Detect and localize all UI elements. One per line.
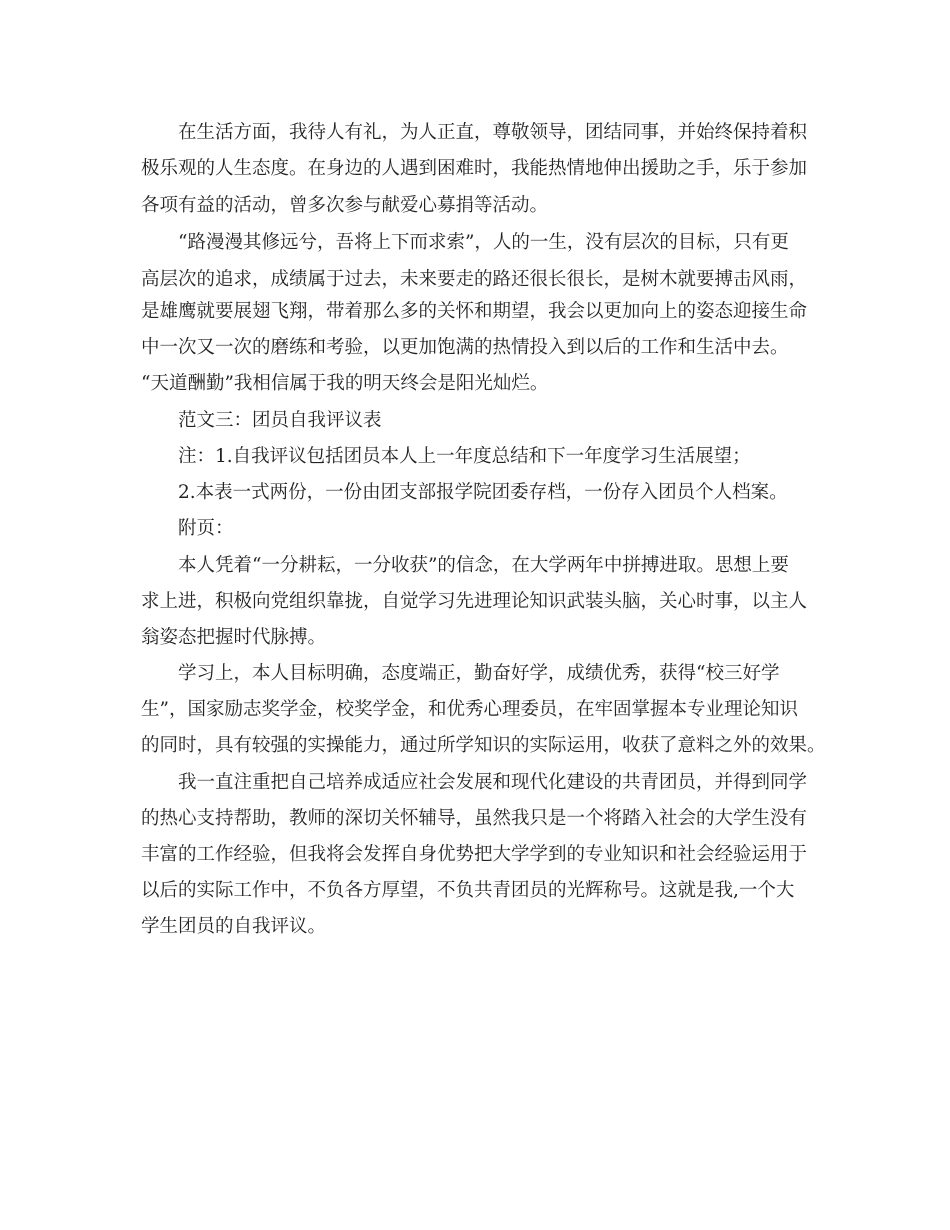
text-line: 学习上，本人目标明确，态度端正，勤奋好学，成绩优秀，获得“校三好学 [141, 663, 780, 684]
section-heading: 范文三：团员自我评议表 [141, 410, 382, 431]
note-line: 注：1.自我评议包括团员本人上一年度总结和下一年度学习生活展望； [141, 446, 751, 467]
note-line: 2.本表一式两份，一份由团支部报学院团委存档，一份存入团员个人档案。 [141, 482, 788, 503]
text-line: 求上进，积极向党组织靠拢，自觉学习先进理论知识武装头脑，关心时事，以主人 [141, 591, 808, 612]
text-line: 是雄鹰就要展翅飞翔，带着那么多的关怀和期望，我会以更加向上的姿态迎接生命 [141, 301, 808, 322]
text-line: 的热心支持帮助，教师的深切关怀辅导，虽然我只是一个将踏入社会的大学生没有 [141, 808, 808, 829]
text-line: 我一直注重把自己培养成适应社会发展和现代化建设的共青团员，并得到同学 [141, 772, 808, 793]
text-line: 本人凭着“一分耕耘，一分收获”的信念，在大学两年中拼搏进取。思想上要 [141, 555, 789, 576]
text-line: 极乐观的人生态度。在身边的人遇到困难时，我能热情地伸出援助之手，乐于参加 [141, 158, 808, 179]
text-line: “路漫漫其修远兮，吾将上下而求索”，人的一生，没有层次的目标，只有更 [141, 232, 789, 253]
text-line: 丰富的工作经验，但我将会发挥自身优势把大学学到的专业知识和社会经验运用于 [141, 844, 808, 865]
text-line: 高层次的追求，成绩属于过去，未来要走的路还很长很长，是树木就要搏击风雨， [141, 269, 808, 290]
text-line: 各项有益的活动，曾多次参与献爱心募捐等活动。 [141, 195, 549, 216]
text-line: 学生团员的自我评议。 [141, 916, 327, 937]
text-line: “天道酬勤”我相信属于我的明天终会是阳光灿烂。 [141, 373, 549, 394]
text-line: 中一次又一次的磨练和考验，以更加饱满的热情投入到以后的工作和生活中去。 [141, 337, 789, 358]
text-line: 的同时，具有较强的实操能力，通过所学知识的实际运用，收获了意料之外的效果。 [141, 735, 826, 756]
text-line: 以后的实际工作中，不负各方厚望，不负共青团员的光辉称号。这就是我,一个大 [141, 880, 795, 901]
text-line: 翁姿态把握时代脉搏。 [141, 627, 327, 648]
text-line: 在生活方面，我待人有礼，为人正直，尊敬领导，团结同事，并始终保持着积 [141, 122, 808, 143]
appendix-label: 附页： [141, 518, 234, 539]
text-line: 生”，国家励志奖学金，校奖学金，和优秀心理委员，在牢固掌握本专业理论知识 [141, 699, 798, 720]
